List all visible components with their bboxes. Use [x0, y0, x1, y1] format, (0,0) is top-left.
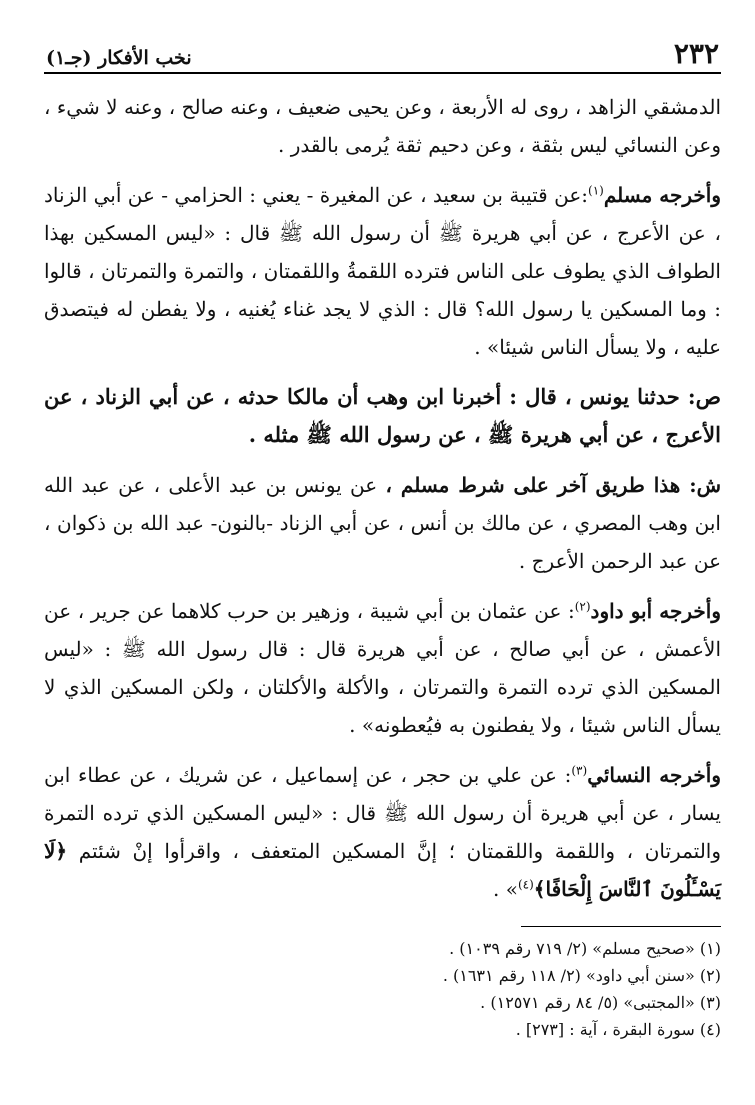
- page-number: ٢٣٢: [673, 37, 719, 70]
- paragraph-2-lead: وأخرجه مسلم: [603, 183, 721, 207]
- page-header: [44, 34, 721, 74]
- paragraph-4-lead: ش: هذا طريق آخر على شرط مسلم ،: [385, 473, 722, 497]
- quran-verse: ﴿لَا يَسْـَٔلُونَ ٱلنَّاسَ إِلْحَافًا﴾: [44, 839, 721, 901]
- paragraph-5: [44, 592, 721, 744]
- paragraph-4: [44, 466, 721, 580]
- paragraph-6-end: » .: [493, 877, 518, 901]
- running-title: نخب الأفكار (جـ١): [46, 47, 192, 69]
- footnote-2: (٢) «سنن أبي داود» (٢/ ١١٨ رقم ١٦٣١) .: [442, 966, 721, 985]
- paragraph-2-text: :عن قتيبة بن سعيد ، عن المغيرة - يعني : الحزامي - عن أبي الزناد ، عن الأعرج ، عن أبي هريرة ﷺ أن رسول الله ﷺ قال : «ليس المسكين بهذا الطواف الذي يطوف على الناس فترده اللقمةُ واللقمتان ، والتمرة والتمرتان ، قالوا : وما المسكين يا رسول الله؟ قال : الذي لا يجد غناء يُغنيه ، ولا يفطن له فيتصدق عليه ، ولا يسأل الناس شيئا» .: [44, 183, 721, 359]
- footnote-3: (٣) «المجتبى» (٥/ ٨٤ رقم ١٢٥٧١) .: [480, 993, 721, 1012]
- paragraph-6-text: : عن علي بن حجر ، عن إسماعيل ، عن شريك ، عن عطاء ابن يسار ، عن أبي هريرة أن رسول الله ﷺ قال : «ليس المسكين الذي ترده التمرة والتمرتان ، واللقمة واللقمتان ؛ إنَّ المسكين المتعفف ، واقرأوا إنْ شئتم: [44, 763, 722, 863]
- paragraph-5-lead: وأخرجه أبو داود: [590, 599, 721, 623]
- paragraph-6-lead: وأخرجه النسائي: [587, 763, 721, 787]
- footnote-1: (١) «صحيح مسلم» (٢/ ٧١٩ رقم ١٠٣٩) .: [449, 939, 721, 958]
- footnote-ref-2: (٢): [574, 599, 591, 614]
- footnote-ref-3: (٣): [571, 763, 588, 778]
- footnote-ref-4: (٤): [517, 877, 534, 892]
- paragraph-1: الدمشقي الزاهد ، روى له الأربعة ، وعن يحيى ضعيف ، وعنه صالح ، وعنه لا شيء ، وعن النسائي ليس بثقة ، وعن دحيم ثقة يُرمى بالقدر .: [44, 95, 721, 157]
- page-body: [44, 88, 721, 908]
- footnotes: [44, 935, 721, 1043]
- hadith-text: ص: حدثنا يونس ، قال : أخبرنا ابن وهب أن مالكا حدثه ، عن أبي الزناد ، عن الأعرج ، عن أبي هريرة ﷺ ، عن رسول الله ﷺ مثله .: [44, 384, 721, 447]
- footnote-4: (٤) سورة البقرة ، آية : [٢٧٣] .: [515, 1020, 721, 1039]
- paragraph-4-text: عن يونس بن عبد الأعلى ، عن عبد الله ابن وهب المصري ، عن مالك بن أنس ، عن أبي الزناد -بالنون- عبد الله بن ذكوان ، عن عبد الرحمن الأعرج .: [44, 473, 721, 573]
- paragraph-6: [44, 756, 721, 908]
- paragraph-2: [44, 176, 721, 366]
- footnote-ref-1: (١): [588, 183, 604, 198]
- book-page: [44, 34, 721, 1043]
- paragraph-5-text: : عن عثمان بن أبي شيبة ، وزهير بن حرب كلاهما عن جرير ، عن الأعمش ، عن أبي صالح ، عن أبي هريرة قال : قال رسول الله ﷺ : «ليس المسكين الذي ترده التمرة والتمرتان ، والأكلة والأكلتان ، ولكن المسكين الذي لا يسأل الناس شيئا ، ولا يفطنون به فيُعطونه» .: [44, 599, 721, 737]
- footnote-separator: [521, 926, 721, 927]
